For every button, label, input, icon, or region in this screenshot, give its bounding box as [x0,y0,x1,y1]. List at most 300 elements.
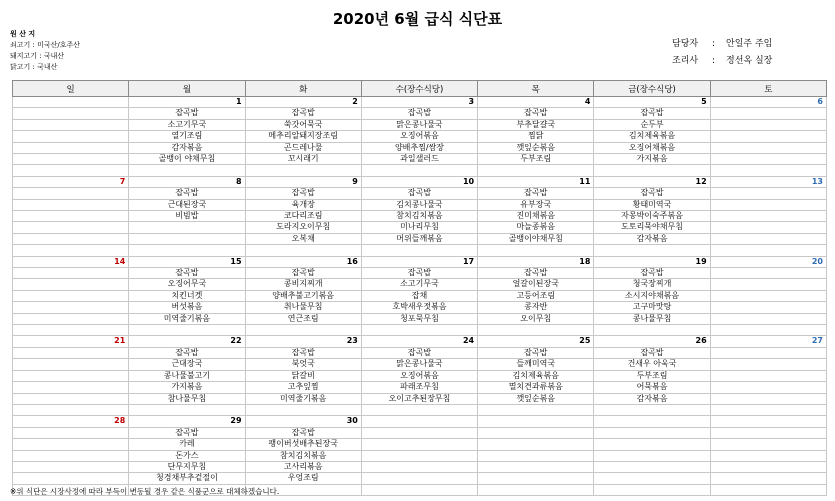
menu-item [710,461,826,472]
menu-item [13,370,129,381]
menu-item [594,325,710,336]
menu-item [13,302,129,313]
date-number: 19 [594,256,710,267]
menu-item [361,484,477,495]
menu-item [710,427,826,438]
menu-item [710,108,826,119]
menu-item: 가지볶음 [129,382,245,393]
menu-item: 맑은콩나물국 [361,359,477,370]
menu-item: 진미채볶음 [478,211,594,222]
menu-item: 카레 [129,439,245,450]
menu-item: 얼갈이된장국 [478,279,594,290]
menu-item: 김치콩나물국 [361,199,477,210]
menu-item [478,404,594,415]
menu-item: 잡곡밥 [594,108,710,119]
menu-item: 잡곡밥 [245,188,361,199]
menu-item: 잡곡밥 [245,108,361,119]
staff-sep: : [712,39,716,49]
menu-item: 감자볶음 [129,142,245,153]
menu-item [710,245,826,256]
week-date-row [13,256,827,267]
menu-item: 잡곡밥 [594,347,710,358]
menu-item: 파래조무침 [361,382,477,393]
menu-item [13,382,129,393]
menu-item: 가지볶음 [594,154,710,165]
menu-item [13,119,129,130]
menu-item: 오이무침 [478,313,594,324]
menu-item [13,188,129,199]
origin-info [10,29,80,73]
date-number: 20 [710,256,826,267]
date-number: 11 [478,176,594,187]
menu-item [478,461,594,472]
menu-item: 오징어볶음 [361,370,477,381]
menu-item: 도라지오이무침 [245,222,361,233]
menu-item: 팽이버섯배추된장국 [245,439,361,450]
menu-item [13,393,129,404]
menu-item: 곤드레나물 [245,142,361,153]
menu-item [710,484,826,495]
origin-line: 쇠고기 : 미국산/호주산 [10,41,81,49]
menu-item [710,119,826,130]
date-number: 16 [245,256,361,267]
menu-item: 참치김치볶음 [361,211,477,222]
date-number: 30 [245,416,361,427]
menu-item [13,199,129,210]
menu-item [129,165,245,176]
date-number: 4 [478,97,594,108]
menu-item [245,325,361,336]
staff-sep: : [712,56,716,66]
menu-item [710,302,826,313]
menu-item: 연근조림 [245,313,361,324]
menu-item [594,484,710,495]
menu-item: 깻잎순볶음 [478,142,594,153]
menu-item: 들깨미역국 [478,359,594,370]
menu-item: 닭갈비 [245,370,361,381]
menu-item: 호박새우젓볶음 [361,302,477,313]
menu-item [13,461,129,472]
menu-row [13,279,827,290]
weekday-header: 금(장수식당) [594,81,710,97]
menu-item: 잡곡밥 [361,268,477,279]
menu-item: 청경채부추겉절이 [129,473,245,484]
menu-item: 부추달걀국 [478,119,594,130]
menu-row [13,142,827,153]
menu-row [13,154,827,165]
date-number: 21 [13,336,129,347]
origin-heading: 원 산 지 [10,30,36,38]
menu-item [361,427,477,438]
menu-item [710,370,826,381]
menu-row [13,233,827,244]
menu-item [710,347,826,358]
menu-item: 고추잎찜 [245,382,361,393]
menu-item [478,484,594,495]
menu-item [710,473,826,484]
menu-item [361,245,477,256]
date-number: 26 [594,336,710,347]
menu-row [13,211,827,222]
menu-item: 잡곡밥 [478,347,594,358]
staff-label: 담당자 [672,39,699,49]
date-number: 2 [245,97,361,108]
menu-item [710,450,826,461]
menu-item: 잡곡밥 [245,347,361,358]
menu-item [361,404,477,415]
menu-item [710,142,826,153]
date-number: 15 [129,256,245,267]
menu-item [710,404,826,415]
menu-item [710,290,826,301]
menu-row [13,473,827,484]
origin-line: 닭고기 : 국내산 [10,63,58,71]
menu-item: 감자볶음 [594,233,710,244]
menu-item [594,427,710,438]
menu-item [710,393,826,404]
menu-item [710,199,826,210]
menu-item [13,268,129,279]
menu-item [129,233,245,244]
menu-item [13,211,129,222]
menu-item [13,347,129,358]
menu-item [361,325,477,336]
menu-item: 잡곡밥 [594,268,710,279]
menu-item: 코다리조림 [245,211,361,222]
menu-item [361,461,477,472]
menu-row [13,222,827,233]
menu-item [594,439,710,450]
menu-calendar [12,80,827,496]
weekday-header: 화 [245,81,361,97]
staff-row-manager [672,36,772,53]
menu-row [13,302,827,313]
menu-row [13,108,827,119]
menu-item [13,108,129,119]
menu-item: 머위들깨볶음 [361,233,477,244]
menu-item: 오이고추된장무침 [361,393,477,404]
menu-item: 청포묵무침 [361,313,477,324]
menu-item [710,188,826,199]
menu-item [478,450,594,461]
menu-item: 치킨너겟 [129,290,245,301]
staff-row-cook [672,53,772,70]
menu-item: 골뱅이 야채무침 [129,154,245,165]
menu-row [13,165,827,176]
menu-item: 잡곡밥 [245,268,361,279]
menu-item: 오징어무국 [129,279,245,290]
menu-item [13,473,129,484]
weekday-header-row [13,81,827,97]
date-number: 23 [245,336,361,347]
menu-item: 취나물무침 [245,302,361,313]
menu-item: 버섯볶음 [129,302,245,313]
menu-item: 쑥갓어묵국 [245,119,361,130]
menu-item [710,382,826,393]
menu-item [361,450,477,461]
menu-item: 열기조림 [129,131,245,142]
menu-row [13,290,827,301]
menu-item [710,165,826,176]
menu-item: 황태미역국 [594,199,710,210]
menu-item: 근대장국 [129,359,245,370]
menu-item [710,313,826,324]
menu-row [13,359,827,370]
menu-item [13,245,129,256]
menu-item [478,245,594,256]
menu-item [13,165,129,176]
menu-item [13,404,129,415]
date-number: 13 [710,176,826,187]
menu-item [245,404,361,415]
menu-item [594,461,710,472]
menu-item: 오복채 [245,233,361,244]
menu-item: 미역줄기볶음 [129,313,245,324]
menu-item: 자몽박이숙주볶음 [594,211,710,222]
date-number [594,416,710,427]
menu-item: 깻잎순볶음 [478,393,594,404]
menu-item: 잡곡밥 [361,188,477,199]
menu-item [478,473,594,484]
menu-row [13,427,827,438]
menu-item: 참나물무침 [129,393,245,404]
menu-item: 과일샐러드 [361,154,477,165]
menu-item [129,222,245,233]
menu-item: 고사리볶음 [245,461,361,472]
menu-item: 참치김치볶음 [245,450,361,461]
date-number: 25 [478,336,594,347]
date-number: 9 [245,176,361,187]
menu-item: 잡곡밥 [129,108,245,119]
menu-item: 콩비지찌개 [245,279,361,290]
menu-item [245,245,361,256]
menu-item [710,279,826,290]
menu-item: 잡곡밥 [478,108,594,119]
menu-item [13,279,129,290]
menu-item [478,325,594,336]
menu-item: 단무지무침 [129,461,245,472]
menu-item: 잡채 [361,290,477,301]
menu-item: 김치제육볶음 [594,131,710,142]
calendar-body [13,97,827,496]
menu-item: 잡곡밥 [245,427,361,438]
menu-item: 잡곡밥 [129,347,245,358]
date-number: 17 [361,256,477,267]
menu-item [13,439,129,450]
menu-item [13,142,129,153]
date-number: 14 [13,256,129,267]
menu-item: 도토리묵야채무침 [594,222,710,233]
staff-info [672,36,772,70]
menu-item: 잡곡밥 [361,347,477,358]
week-date-row [13,416,827,427]
date-number: 29 [129,416,245,427]
menu-item [710,233,826,244]
menu-item: 골뱅이야채무침 [478,233,594,244]
menu-item: 유부장국 [478,199,594,210]
menu-item: 잡곡밥 [129,188,245,199]
menu-item: 돈가스 [129,450,245,461]
menu-item [710,222,826,233]
menu-item: 메추리알돼지장조림 [245,131,361,142]
menu-item [361,439,477,450]
menu-item: 비빔밥 [129,211,245,222]
menu-item [710,268,826,279]
date-number: 27 [710,336,826,347]
menu-row [13,199,827,210]
footer-note: ※위 식단은 시장사정에 따라 부득이 변동될 경우 같은 식품군으로 대체하겠습니다. [10,487,280,496]
date-number: 10 [361,176,477,187]
menu-item [13,325,129,336]
menu-item [361,473,477,484]
menu-item: 미나리무침 [361,222,477,233]
menu-item [710,131,826,142]
menu-item: 꼬시래기 [245,154,361,165]
weekday-header: 월 [129,81,245,97]
menu-item [361,165,477,176]
menu-item: 잡곡밥 [129,427,245,438]
date-number: 5 [594,97,710,108]
menu-item [478,165,594,176]
menu-item: 북엇국 [245,359,361,370]
menu-item [478,439,594,450]
menu-item: 맑은콩나물국 [361,119,477,130]
menu-item: 건새우 아욱국 [594,359,710,370]
date-number: 3 [361,97,477,108]
menu-item: 마늘종볶음 [478,222,594,233]
date-number: 18 [478,256,594,267]
menu-item [13,359,129,370]
menu-item [478,427,594,438]
menu-item: 잡곡밥 [129,268,245,279]
menu-item: 잡곡밥 [478,268,594,279]
menu-item: 소고기무국 [361,279,477,290]
menu-row [13,382,827,393]
menu-item: 두부조림 [594,370,710,381]
staff-value: 정선옥 실장 [726,56,773,66]
menu-item [13,154,129,165]
menu-item: 순두부 [594,119,710,130]
menu-item: 소시지야채볶음 [594,290,710,301]
week-date-row [13,176,827,187]
menu-item: 양배추불고기볶음 [245,290,361,301]
menu-row [13,268,827,279]
date-number: 1 [129,97,245,108]
menu-item [594,450,710,461]
menu-row [13,245,827,256]
menu-row [13,188,827,199]
date-number [710,416,826,427]
week-date-row [13,97,827,108]
menu-item [13,233,129,244]
menu-row [13,450,827,461]
menu-item: 우엉조림 [245,473,361,484]
menu-row [13,404,827,415]
menu-item: 청국장찌개 [594,279,710,290]
date-number [478,416,594,427]
menu-row [13,325,827,336]
date-number: 28 [13,416,129,427]
menu-row [13,439,827,450]
menu-item [13,290,129,301]
date-number: 24 [361,336,477,347]
menu-item: 김치제육볶음 [478,370,594,381]
staff-value: 안일주 주임 [726,39,773,49]
menu-item [594,165,710,176]
weekday-header: 목 [478,81,594,97]
menu-item: 잡곡밥 [361,108,477,119]
menu-item [710,325,826,336]
menu-item: 고등어조림 [478,290,594,301]
menu-item [129,404,245,415]
menu-row [13,119,827,130]
menu-item [594,404,710,415]
menu-item: 찜닭 [478,131,594,142]
menu-item: 양배추찜/쌈장 [361,142,477,153]
menu-item [129,245,245,256]
date-number [13,97,129,108]
menu-item [13,427,129,438]
menu-row [13,461,827,472]
staff-label: 조리사 [672,56,699,66]
menu-item: 콩나물무침 [594,313,710,324]
menu-item: 잡곡밥 [594,188,710,199]
menu-item: 오징어볶음 [361,131,477,142]
menu-row [13,393,827,404]
week-date-row [13,336,827,347]
menu-item [245,165,361,176]
date-number: 12 [594,176,710,187]
menu-item: 어묵볶음 [594,382,710,393]
menu-item [710,439,826,450]
menu-item: 소고기무국 [129,119,245,130]
date-number: 6 [710,97,826,108]
menu-item: 콩나물불고기 [129,370,245,381]
menu-item [13,313,129,324]
page-title: 2020년 6월 급식 식단표 [332,10,503,28]
date-number: 8 [129,176,245,187]
menu-row [13,131,827,142]
menu-item: 육개장 [245,199,361,210]
menu-item: 감자볶음 [594,393,710,404]
menu-item: 두부조림 [478,154,594,165]
menu-item [129,325,245,336]
weekday-header: 일 [13,81,129,97]
weekday-header: 토 [710,81,826,97]
weekday-header: 수(장수식당) [361,81,477,97]
menu-item [13,222,129,233]
date-number: 22 [129,336,245,347]
menu-row [13,370,827,381]
menu-row [13,347,827,358]
date-number [361,416,477,427]
menu-item: 멸치견과류볶음 [478,382,594,393]
menu-item [13,131,129,142]
menu-item [710,359,826,370]
menu-item: 콩자반 [478,302,594,313]
menu-item: 잡곡밥 [478,188,594,199]
date-number: 7 [13,176,129,187]
menu-item: 오징어채볶음 [594,142,710,153]
origin-line: 돼지고기 : 국내산 [10,52,65,60]
menu-item: 미역줄기볶음 [245,393,361,404]
menu-item [710,211,826,222]
menu-item [594,473,710,484]
menu-row [13,313,827,324]
menu-item: 고구마맛탕 [594,302,710,313]
menu-item [594,245,710,256]
menu-item [710,154,826,165]
